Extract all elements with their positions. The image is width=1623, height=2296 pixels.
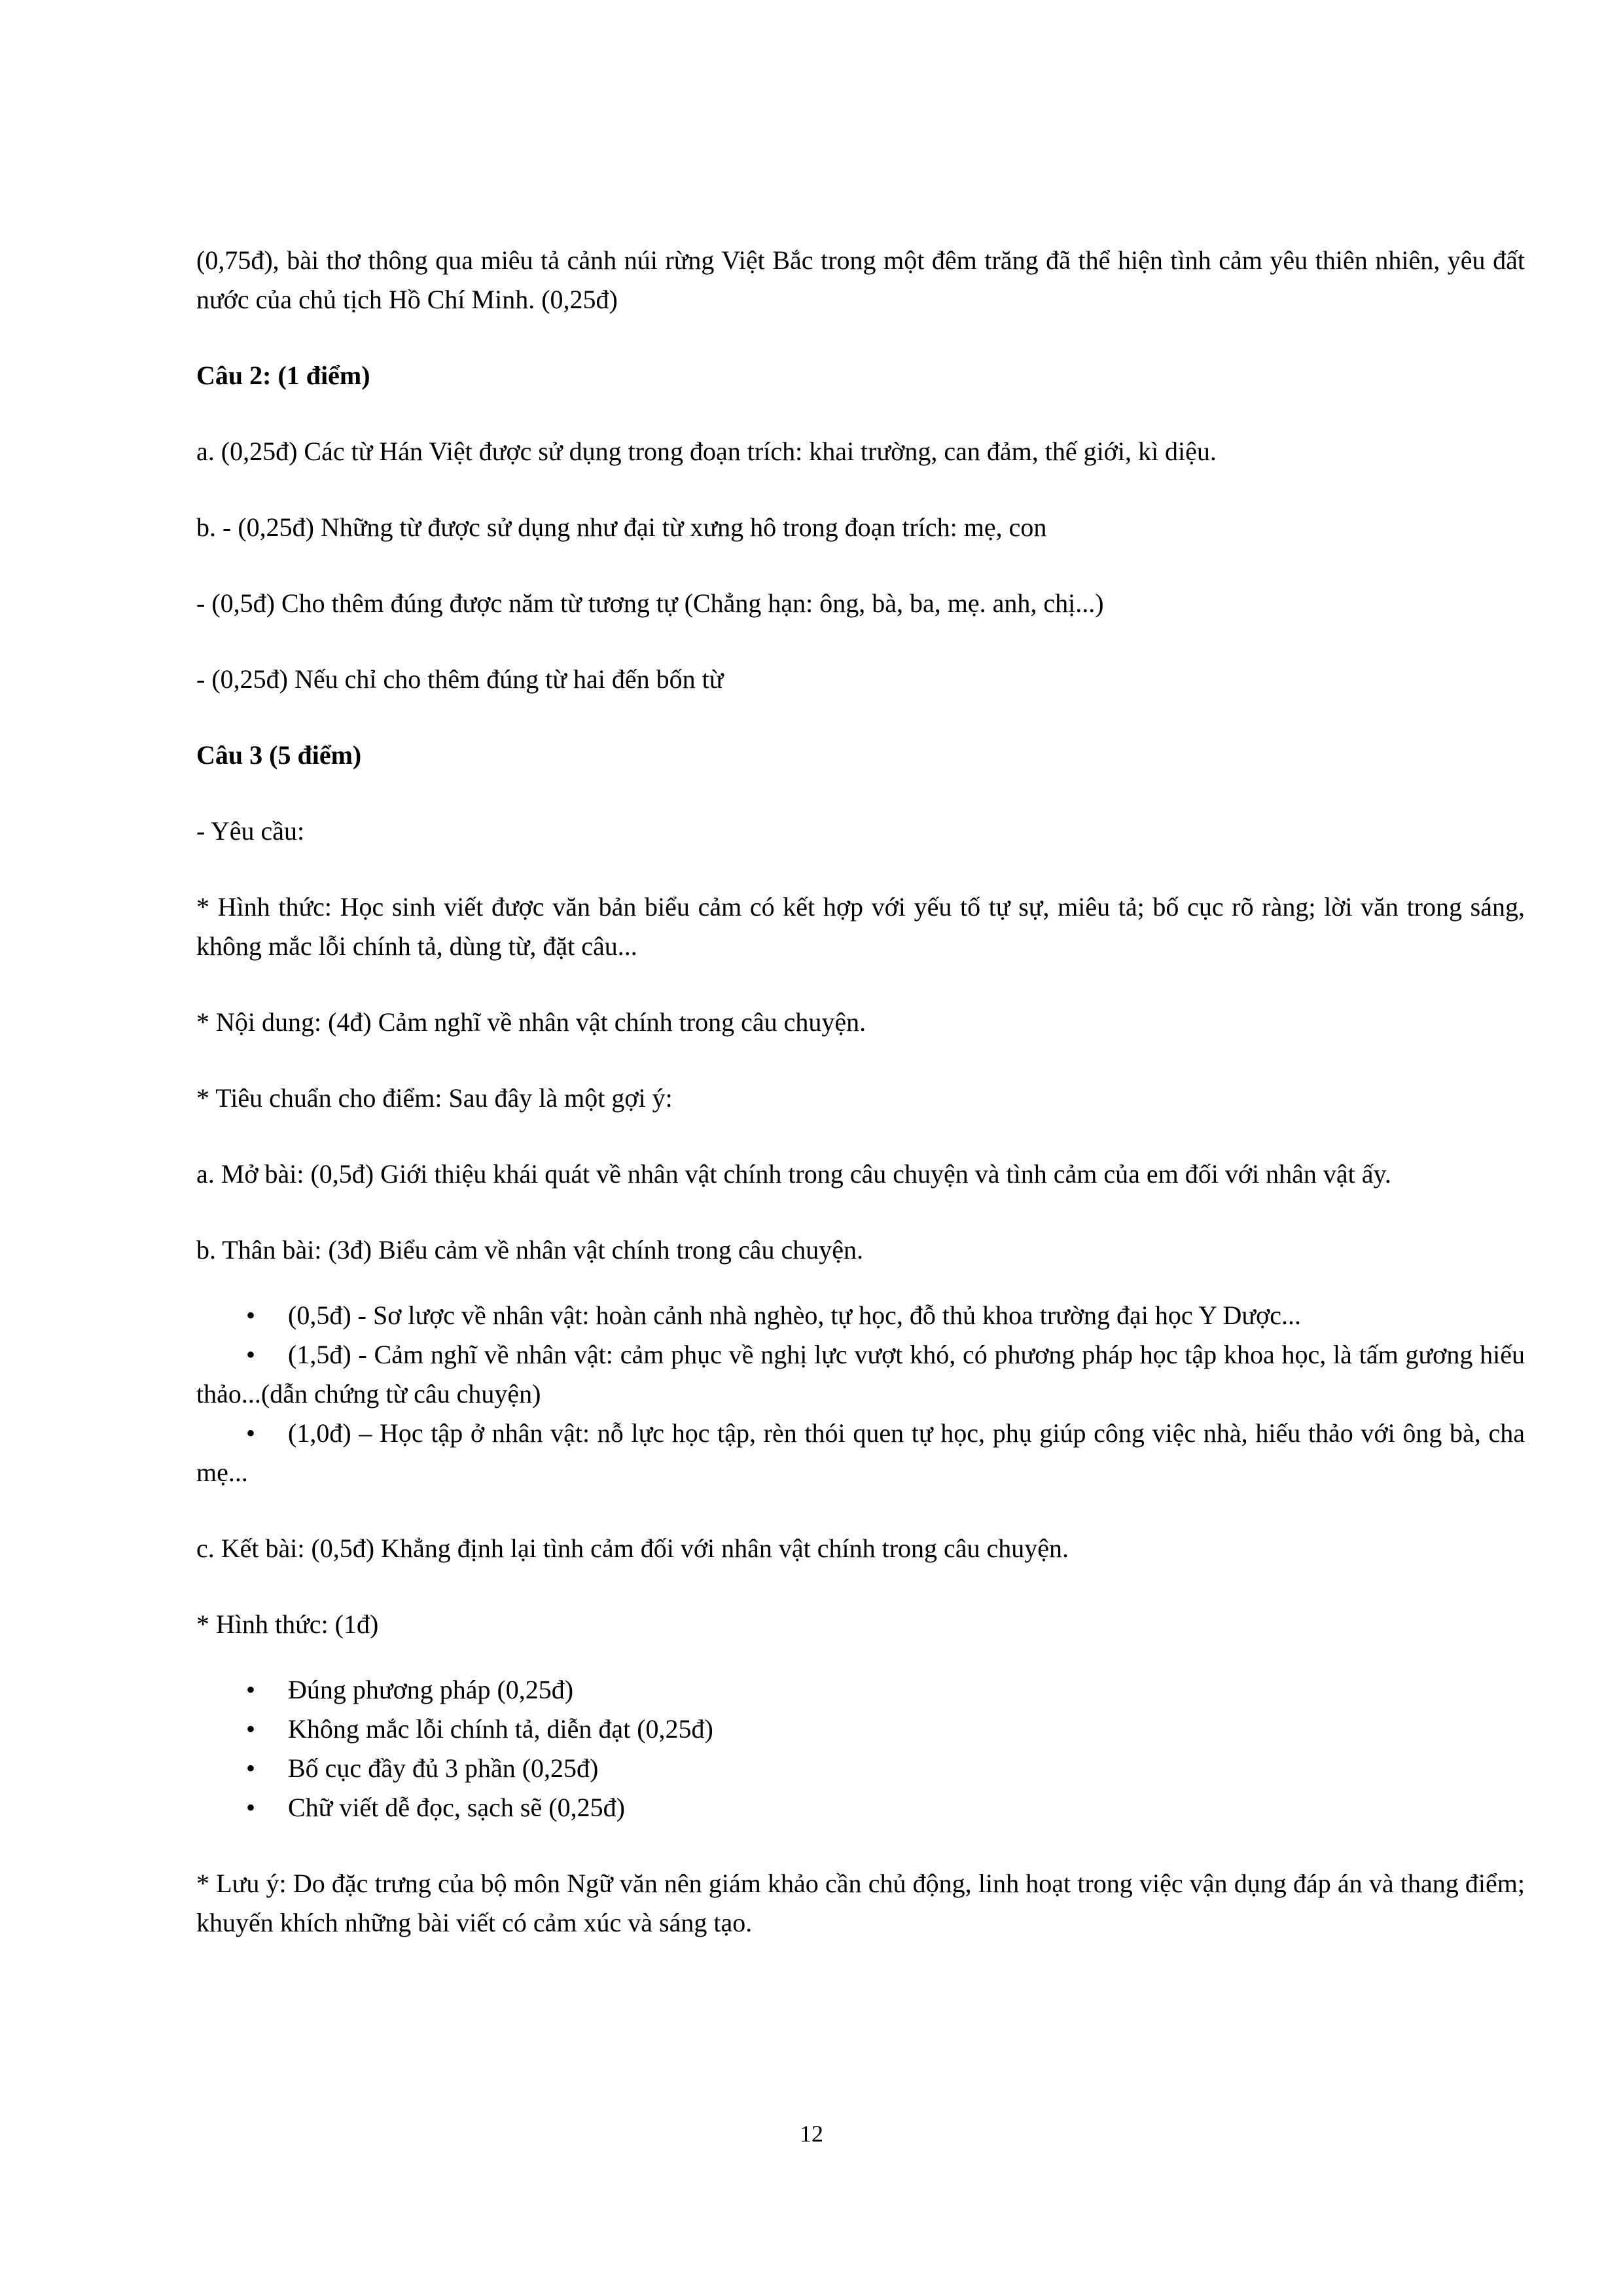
cau3-hinh-thuc: * Hình thức: Học sinh viết được văn bản biểu cảm có kết hợp với yếu tố tự sự, miêu tả; bố cục rõ ràng; lời văn trong sáng, không mắc lỗi chính tả, dùng từ, đặt câu... [196,892,1525,961]
bullet-icon: • [246,1418,256,1448]
bullet-icon: • [246,1300,256,1330]
list-item-text: (1,0đ) – Học tập ở nhân vật: nỗ lực học tập, rèn thói quen tự học, phụ giúp công việc nhà, hiếu thảo với ông bà, cha mẹ... [196,1418,1525,1487]
list-item [196,1670,1525,1710]
cau3-than-bai: b. Thân bài: (3đ) Biểu cảm về nhân vật chính trong câu chuyện. [196,1235,863,1265]
page-number: 12 [800,2121,823,2147]
list-item-text: Không mắc lỗi chính tả, diễn đạt (0,25đ) [288,1714,713,1744]
cau3-yeu-cau: - Yêu cầu: [196,816,305,846]
bullet-icon: • [246,1753,256,1783]
cau3-mo-bai: a. Mở bài: (0,5đ) Giới thiệu khái quát về nhân vật chính trong câu chuyện và tình cảm của em đối với nhân vật ấy. [196,1159,1391,1189]
list-item-text: Bố cục đầy đủ 3 phần (0,25đ) [288,1753,599,1783]
hinh-thuc-list [196,1670,1525,1827]
cau2-heading: Câu 2: (1 điểm) [196,361,370,390]
list-item [196,1335,1525,1414]
list-item-text: (0,5đ) - Sơ lược về nhân vật: hoàn cảnh nhà nghèo, tự học, đỗ thủ khoa trường đại học Y Dược... [288,1300,1302,1330]
list-item-text: Chữ viết dễ đọc, sạch sẽ (0,25đ) [288,1793,625,1822]
bullet-icon: • [246,1793,256,1822]
document-page [196,241,1525,1979]
bullet-icon: • [246,1340,256,1369]
cau2-part-a: a. (0,25đ) Các từ Hán Việt được sử dụng trong đoạn trích: khai trường, can đảm, thế giới, kì diệu. [196,437,1217,466]
cau3-noi-dung: * Nội dung: (4đ) Cảm nghĩ về nhân vật chính trong câu chuyện. [196,1007,866,1037]
list-item [196,1788,1525,1827]
intro-paragraph: (0,75đ), bài thơ thông qua miêu tả cảnh núi rừng Việt Bắc trong một đêm trăng đã thể hiện tình cảm yêu thiên nhiên, yêu đất nước của chủ tịch Hồ Chí Minh. (0,25đ) [196,245,1525,314]
cau3-heading: Câu 3 (5 điểm) [196,740,362,770]
cau2-part-b-line1: b. - (0,25đ) Những từ được sử dụng như đại từ xưng hô trong đoạn trích: mẹ, con [196,512,1047,542]
bullet-icon: • [246,1714,256,1744]
cau3-tieu-chuan: * Tiêu chuẩn cho điểm: Sau đây là một gợi ý: [196,1083,673,1113]
than-bai-list [196,1296,1525,1492]
list-item [196,1296,1525,1335]
cau3-hinh-thuc-diem: * Hình thức: (1đ) [196,1609,379,1639]
list-item [196,1414,1525,1492]
list-item [196,1710,1525,1749]
cau3-luu-y: * Lưu ý: Do đặc trưng của bộ môn Ngữ văn nên giám khảo cần chủ động, linh hoạt trong việc vận dụng đáp án và thang điểm; khuyến khích những bài viết có cảm xúc và sáng tạo. [196,1869,1525,1937]
cau2-part-b-line2: - (0,5đ) Cho thêm đúng được năm từ tương tự (Chẳng hạn: ông, bà, ba, mẹ. anh, chị...) [196,588,1104,618]
list-item [196,1749,1525,1788]
cau2-part-b-line3: - (0,25đ) Nếu chỉ cho thêm đúng từ hai đến bốn từ [196,664,724,694]
cau3-ket-bai: c. Kết bài: (0,5đ) Khẳng định lại tình cảm đối với nhân vật chính trong câu chuyện. [196,1534,1069,1563]
list-item-text: Đúng phương pháp (0,25đ) [288,1675,574,1704]
bullet-icon: • [246,1675,256,1704]
list-item-text: (1,5đ) - Cảm nghĩ về nhân vật: cảm phục về nghị lực vượt khó, có phương pháp học tập khoa học, là tấm gương hiếu thảo...(dẫn chứng từ câu chuyện) [196,1340,1525,1408]
